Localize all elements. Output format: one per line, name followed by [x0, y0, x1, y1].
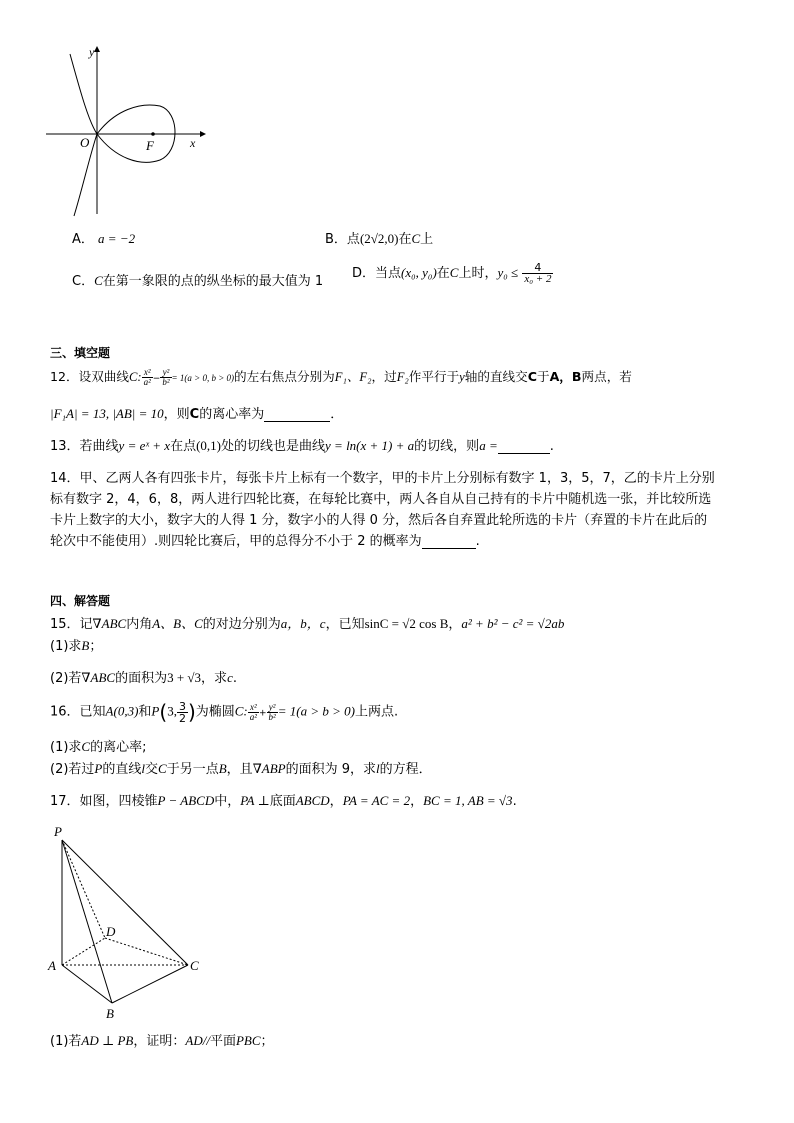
edge-bc	[112, 965, 188, 1003]
q13-line: 13．若曲线y = eˣ + x在点(0,1)处的切线也是曲线y = ln(x + 1) + a的切线，则a = .	[50, 438, 554, 454]
q16-frac-y: $\frac{\text{y²}}{\text{b²}}$	[268, 701, 276, 722]
option-c: C．C在第一象限的点的纵坐标的最大值为 1	[72, 273, 324, 289]
q15-part1: (1)求B；	[50, 638, 103, 654]
y-axis-arrow	[94, 46, 100, 52]
q13-answer-blank[interactable]	[498, 441, 550, 454]
section-fill-blank-title: 三、填空题	[50, 346, 111, 360]
x-axis-arrow	[200, 131, 206, 137]
q14-line3: 卡片上数字的大小，数字大的人得 1 分，数字小的人得 0 分，然后各自弃置此轮所选的卡片（弃置的卡片在此后的	[50, 513, 708, 528]
q15-line: 15．记∇ABC内角A、B、C的对边分别为a，b，c，已知sinC = √2 cos B，a² + b² − c² = √2ab	[50, 616, 565, 632]
vertex-d-label: D	[106, 924, 116, 939]
origin-label: O	[80, 135, 90, 150]
curve-figure	[40, 40, 210, 220]
vertex-a-label: A	[48, 958, 56, 973]
q12-line2: |F₁A| = 13, |AB| = 10，则C的离心率为 ．	[50, 406, 344, 422]
q16-frac-p: $\frac{3}{2}$	[178, 699, 186, 725]
option-d: D．当点(x₀, y₀)在C上时，y₀ ≤ $\frac{4}{\text{x₀ + 2}}$	[352, 261, 552, 285]
q16-part1: (1)求C的离心率;	[50, 739, 147, 755]
pyramid-figure	[42, 822, 212, 1022]
q17-part1: (1)若AD ⊥ PB，证明：AD//平面PBC；	[50, 1033, 274, 1049]
q14-line2: 标有数字 2，4，6，8，两人进行四轮比赛，在每轮比赛中，两人各自从自己持有的卡片中随机选一张，并比较所选	[50, 492, 712, 507]
q16-part2: (2)若过P的直线l交C于另一点B，且∇ABP的面积为 9，求l的方程．	[50, 761, 432, 777]
q14-line4: 轮次中不能使用）.则四轮比赛后，甲的总得分不小于 2 的概率为 .	[50, 534, 480, 549]
y-axis-label: y	[89, 45, 95, 59]
edge-dc	[105, 938, 188, 965]
q17-line: 17．如图，四棱锥P − ABCD中，PA ⊥底面ABCD，PA = AC = 2，BC = 1, AB = √3.	[50, 793, 517, 809]
q15-part2: (2)若∇ABC的面积为3 + √3，求c.	[50, 670, 237, 686]
option-b: B．点(2√2,0)在C上	[325, 231, 434, 247]
q14-answer-blank[interactable]	[422, 536, 476, 549]
q12-line1: 12．设双曲线C: $\frac{\text{x²}}{\text{a²}}$ − $\frac{\text{y²}}{\text{b²}}$ = 1(a > 0, b > 0)的左右焦点分别为F₁、F₂，过F₂作平行于y轴的直线交C于A，B两点，若	[50, 367, 632, 387]
d-fraction: $\frac{4}{\text{x₀ + 2}}$	[524, 261, 552, 285]
q12-frac-x: $\frac{\text{x²}}{\text{a²}}$	[143, 367, 151, 387]
vertex-p-label: P	[54, 824, 62, 839]
q12-answer-blank[interactable]	[264, 409, 330, 422]
option-a: A． a = −2	[72, 231, 136, 247]
focus-point	[151, 132, 155, 136]
q14-line1: 14．甲、乙两人各有四张卡片，每张卡片上标有一个数字，甲的卡片上分别标有数字 1，3，5，7，乙的卡片上分别	[50, 471, 715, 486]
q12-frac-y: $\frac{\text{y²}}{\text{b²}}$	[162, 367, 170, 387]
q16-line: 16．已知A(0,3)和P(3, $\frac{3}{2}$ )为椭圆C: $\frac{\text{x²}}{\text{a²}}$ + $\frac{\text{y²}}{\text{b²}}$ = 1(a > b > 0)上两点.	[50, 699, 399, 725]
section-answer-title: 四、解答题	[50, 594, 111, 608]
edge-ab	[62, 965, 112, 1003]
edge-ad	[62, 938, 105, 965]
curve-upper-branch	[70, 54, 97, 134]
vertex-c-label: C	[190, 958, 199, 973]
x-axis-label: x	[190, 136, 196, 150]
q16-frac-x: $\frac{\text{x²}}{\text{a²}}$	[249, 701, 257, 722]
focus-label: F	[146, 138, 154, 153]
edge-pd	[62, 840, 105, 938]
vertex-b-label: B	[106, 1006, 114, 1021]
